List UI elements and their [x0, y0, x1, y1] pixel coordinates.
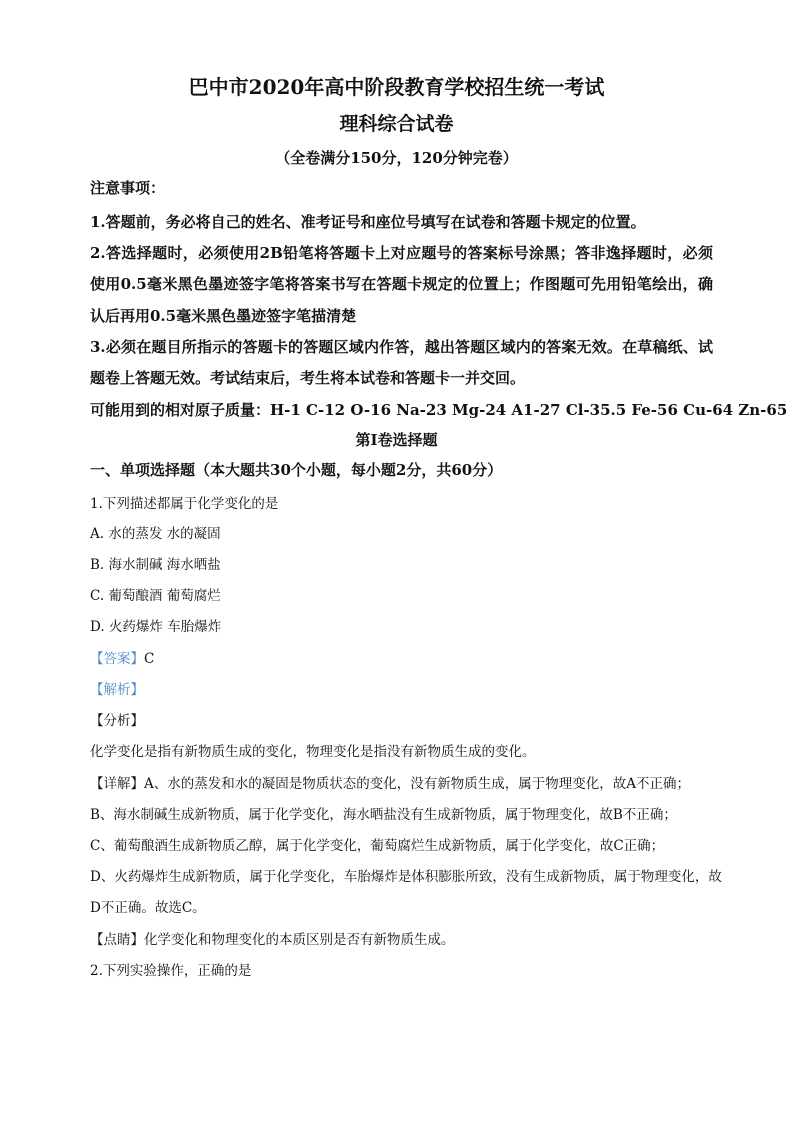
- answer-tag: 【答案】: [90, 651, 144, 667]
- explanation-line: D、火药爆炸生成新物质，属于化学变化，车胎爆炸是体积膨胀所致，没有生成新物质，属于物理变化，故: [90, 869, 722, 885]
- part-heading: 一、单项选择题（本大题共30个小题，每小题2分，共60分）: [90, 461, 503, 479]
- question-stem: 1.下列描述都属于化学变化的是: [90, 496, 279, 512]
- instruction-line: 1.答题前，务必将自己的姓名、准考证号和座位号填写在试卷和答题卡规定的位置。: [90, 213, 646, 231]
- question-stem: 2.下列实验操作，正确的是: [90, 963, 252, 979]
- instruction-line: 3.必须在题目所指示的答题卡的答题区域内作答，越出答题区域内的答案无效。在草稿纸、试: [90, 338, 713, 356]
- option-d: D. 火药爆炸 车胎爆炸: [90, 619, 222, 635]
- explanation-line: C、葡萄酿酒生成新物质乙醇，属于化学变化，葡萄腐烂生成新物质，属于化学变化，故C正确；: [90, 838, 665, 854]
- explanation-line: 化学变化是指有新物质生成的变化，物理变化是指没有新物质生成的变化。: [90, 744, 536, 760]
- page-subtitle: 理科综合试卷: [339, 113, 454, 135]
- instruction-line: 2.答选择题时，必须使用2B铅笔将答题卡上对应题号的答案标号涂黑；答非逸择题时，必须: [90, 244, 713, 262]
- option-a: A. 水的蒸发 水的凝固: [90, 526, 221, 542]
- instruction-line: 认后再用0.5毫米黑色墨迹签字笔描清楚: [90, 307, 357, 325]
- option-c: C. 葡萄酿酒 葡萄腐烂: [90, 588, 221, 604]
- analysis-tag: 【解析】: [90, 682, 144, 698]
- page-title: 巴中市2020年高中阶段教育学校招生统一考试: [188, 75, 605, 99]
- atomic-masses: 可能用到的相对原子质量：H-1 C-12 O-16 Na-23 Mg-24 A1-27 Cl-35.5 Fe-56 Cu-64 Zn-65: [90, 401, 788, 419]
- fenxi-tag: 【分析】: [90, 713, 144, 729]
- option-b: B. 海水制碱 海水晒盐: [90, 557, 221, 573]
- instruction-line: 使用0.5毫米黑色墨迹签字笔将答案书写在答题卡规定的位置上；作图题可先用铅笔绘出，确: [90, 275, 713, 293]
- instruction-line: 题卷上答题无效。考试结束后，考生将本试卷和答题卡一并交回。: [90, 369, 526, 387]
- answer-line: [90, 648, 154, 670]
- explanation-line: 【详解】A、水的蒸发和水的凝固是物质状态的变化，没有新物质生成，属于物理变化，故A不正确；: [90, 776, 690, 792]
- instructions-heading: 注意事项：: [90, 179, 166, 197]
- explanation-line: D不正确。故选C。: [90, 900, 206, 916]
- section-title: 第Ⅰ卷选择题: [355, 431, 438, 449]
- score-note: （全卷满分150分，120分钟完卷）: [275, 149, 518, 167]
- explanation-line: B、海水制碱生成新物质，属于化学变化，海水晒盐没有生成新物质，属于物理变化，故B不正确；: [90, 807, 677, 823]
- answer-value: C: [144, 651, 155, 667]
- tip-line: 【点睛】化学变化和物理变化的本质区别是否有新物质生成。: [90, 932, 455, 948]
